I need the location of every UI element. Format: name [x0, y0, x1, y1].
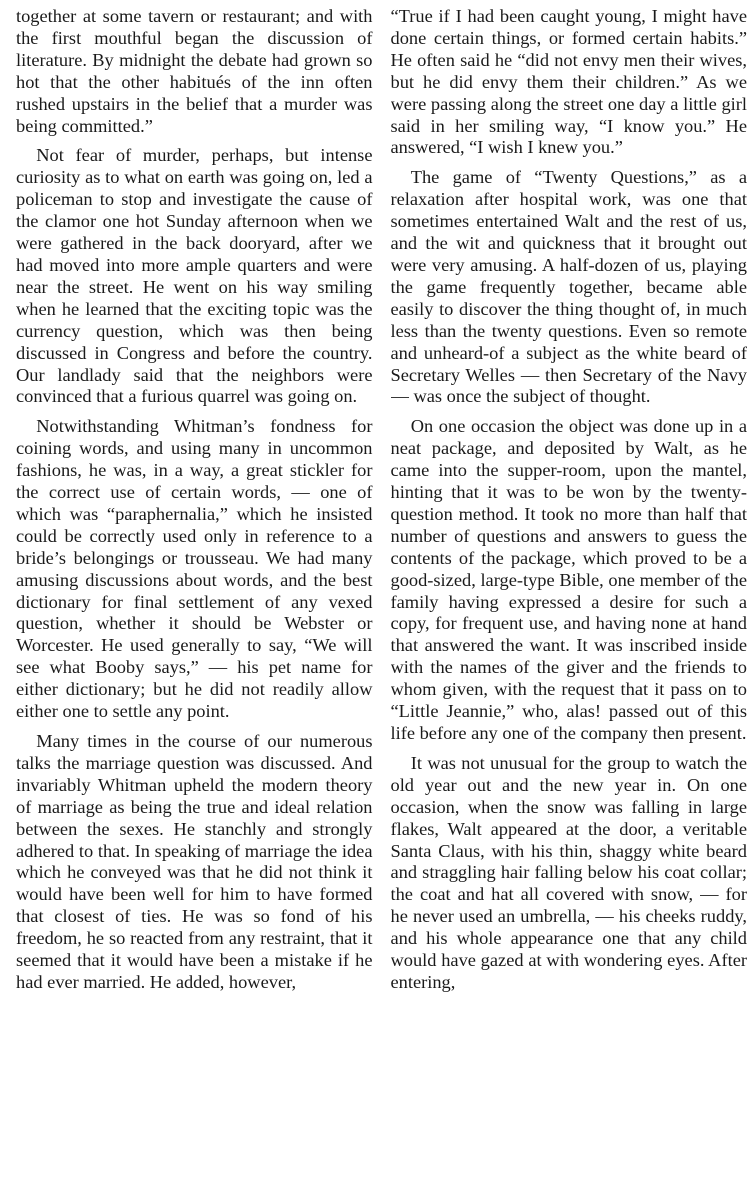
- paragraph: Notwithstanding Whitman’s fondness for coining words, and using many in uncommon fashions, he was, in a way, a great stickler for the correct use of certain words, — one of which was “paraphernalia,” which he insisted could be correctly used only in reference to a bride’s belongings or trousseau. We had many amusing discussions about words, and the best dictionary for final settlement of any vexed question, whether it should be Webster or Worcester. He used generally to say, “We will see what Booby says,” — his pet name for either dictionary; but he did not readily allow either one to settle any point.: [16, 416, 373, 722]
- paragraph: together at some tavern or restaurant; and with the first mouthful began the discussion of literature. By midnight the debate had grown so hot that the other habitués of the inn often rushed upstairs in the belief that a murder was being committed.”: [16, 6, 373, 136]
- paragraph: Not fear of murder, perhaps, but intense curiosity as to what on earth was going on, led a policeman to stop and investigate the cause of the clamor one hot Sunday afternoon when we were gathered in the back dooryard, after we had moved into more ample quarters and were near the street. He went on his way smiling when he learned that the exciting topic was the currency question, which was then being discussed in Congress and before the country. Our landlady said that the neighbors were convinced that a furious quarrel was going on.: [16, 145, 373, 407]
- paragraph: Many times in the course of our numerous talks the marriage question was discussed. And invariably Whitman upheld the modern theory of marriage as being the true and ideal relation between the sexes. He stanchly and strongly adhered to that. In speaking of marriage the idea which he conveyed was that he did not think it would have been well for him to have formed that closest of ties. He was so fond of his freedom, he so reacted from any restraint, that it seemed that it would have been a mistake if he had ever married. He added, however,: [16, 731, 373, 992]
- paragraph: It was not unusual for the group to watch the old year out and the new year in. On one occasion, when the snow was falling in large flakes, Walt appeared at the door, a veritable Santa Claus, with his thin, shaggy white beard and straggling hair falling below his coat collar; the coat and hat all covered with snow, — for he never used an umbrella, — his cheeks ruddy, and his whole appearance one that any child would have gazed at with wondering eyes. After entering,: [390, 752, 747, 992]
- paragraph: On one occasion the object was done up in a neat package, and deposited by Walt, as he came into the supper-room, upon the mantel, hinting that it was to be won by the twenty-question method. It took no more than half that number of questions and answers to guess the contents of the package, which proved to be a good-sized, large-type Bible, one member of the family having expressed a desire for such a copy, for frequent use, and having none at hand that answered the want. It was inscribed inside with the names of the giver and the friends to whom given, with the request that it pass on to “Little Jeannie,” who, alas! passed out of this life before any one of the company then present.: [390, 416, 747, 743]
- paragraph: The game of “Twenty Questions,” as a relaxation after hospital work, was one that sometimes entertained Walt and the rest of us, and the wit and quickness that it brought out were very amusing. A half-dozen of us, playing the game frequently together, became able easily to discover the thing thought of, in much less than the twenty questions. Even so remote and unheard-of a subject as the white beard of Secretary Welles — then Secretary of the Navy — was once the subject of thought.: [390, 167, 747, 407]
- paragraph: “True if I had been caught young, I might have done certain things, or formed certain habits.” He often said he “did not envy men their wives, but he did envy them their children.” As we were passing along the street one day a little girl said in her smiling way, “I know you.” He answered, “I wish I knew you.”: [390, 6, 747, 158]
- left-column: [16, 6, 373, 1200]
- right-column: [391, 6, 748, 1200]
